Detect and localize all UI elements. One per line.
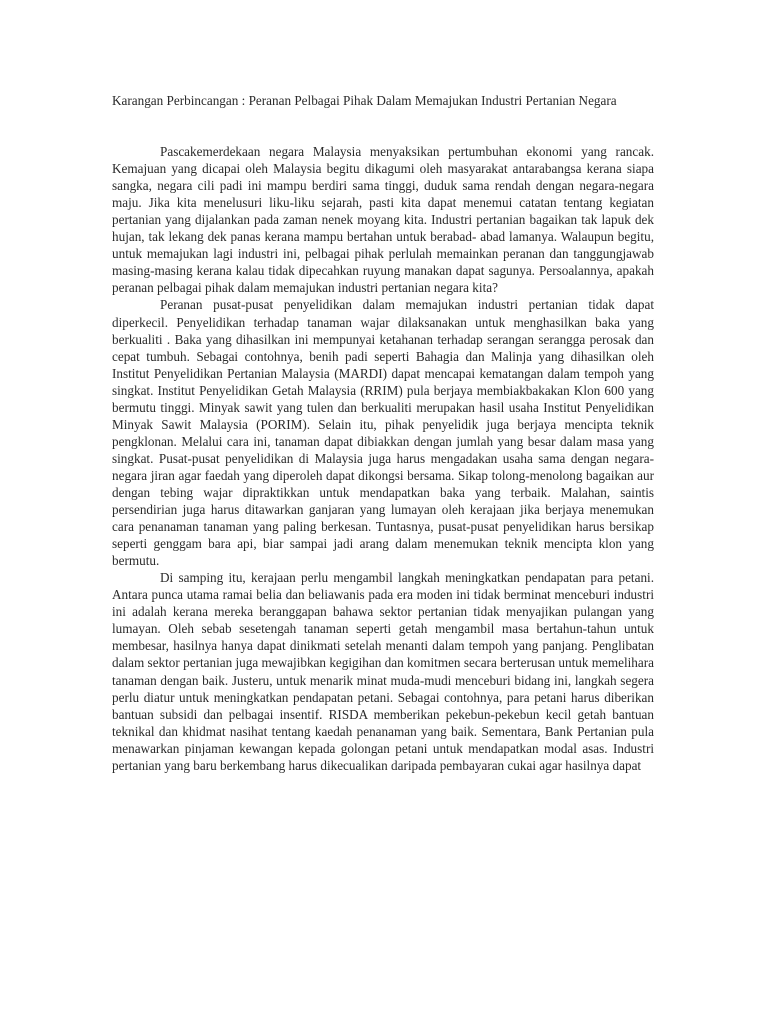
paragraph-introduction: Pascakemerdekaan negara Malaysia menyaksikan pertumbuhan ekonomi yang rancak. Kemajuan yang dicapai oleh Malaysia begitu dikagumi oleh masyarakat antarabangsa kerana siapa sangka, negara cili padi ini mampu berdiri sama tinggi, duduk sama rendah dengan negara-negara maju. Jika kita menelusuri liku-liku sejarah, pasti kita dapat menemui catatan tentang kegiatan pertanian yang dijalankan pada zaman nenek moyang kita. Industri pertanian bagaikan tak lapuk dek hujan, tak lekang dek panas kerana mampu bertahan untuk berabad- abad lamanya. Walaupun begitu, untuk memajukan lagi industri ini, pelbagai pihak perlulah memainkan peranan dan tanggungjawab masing-masing kerana kalau tidak dipecahkan ruyung manakan dapat sagunya. Persoalannya, apakah peranan pelbagai pihak dalam memajukan industri pertanian negara kita? [112, 144, 654, 296]
document-title: Karangan Perbincangan : Peranan Pelbagai Pihak Dalam Memajukan Industri Pertanian Negara [112, 93, 617, 108]
document-page [112, 92, 654, 774]
paragraph-government-income: Di samping itu, kerajaan perlu mengambil langkah meningkatkan pendapatan para petani. Antara punca utama ramai belia dan beliawanis pada era moden ini tidak berminat menceburi industri ini adalah kerana mereka beranggapan bahawa sektor pertanian tidak menyajikan pulangan yang lumayan. Oleh sebab sesetengah tanaman seperti getah mengambil masa bertahun-tahun untuk membesar, hasilnya hanya dapat dinikmati setelah menanti dalam tempoh yang panjang. Penglibatan dalam sektor pertanian juga mewajibkan kegigihan dan komitmen secara berterusan untuk memelihara tanaman dengan baik. Justeru, untuk menarik minat muda-mudi menceburi bidang ini, langkah segera perlu diatur untuk meningkatkan pendapatan petani. Sebagai contohnya, para petani harus diberikan bantuan subsidi dan pelbagai insentif. RISDA memberikan pekebun-pekebun kecil getah bantuan teknikal dan khidmat nasihat tentang kaedah penanaman yang baik. Sementara, Bank Pertanian pula menawarkan pinjaman kewangan kepada golongan petani untuk mendapatkan modal asas. Industri pertanian yang baru berkembang harus dikecualikan daripada pembayaran cukai agar hasilnya dapat [112, 570, 654, 773]
paragraph-research-centres: Peranan pusat-pusat penyelidikan dalam memajukan industri pertanian tidak dapat diperkecil. Penyelidikan terhadap tanaman wajar dilaksanakan untuk menghasilkan baka yang berkualiti . Baka yang dihasilkan ini mempunyai ketahanan terhadap serangan serangga perosak dan cepat tumbuh. Sebagai contohnya, benih padi seperti Bahagia dan Malinja yang dihasilkan oleh Institut Penyelidikan Pertanian Malaysia (MARDI) dapat mencapai kematangan dalam tempoh yang singkat. Institut Penyelidikan Getah Malaysia (RRIM) pula berjaya membiakbakakan Klon 600 yang bermutu tinggi. Minyak sawit yang tulen dan berkualiti merupakan hasil usaha Institut Penyelidikan Minyak Sawit Malaysia (PORIM). Selain itu, pihak penyelidik juga berjaya mencipta teknik pengklonan. Melalui cara ini, tanaman dapat dibiakkan dengan jumlah yang besar dalam masa yang singkat. Pusat-pusat penyelidikan di Malaysia juga harus mengadakan usaha sama dengan negara-negara jiran agar faedah yang diperoleh dapat dikongsi bersama. Sikap tolong-menolong bagaikan aur dengan tebing wajar dipraktikkan untuk mendapatkan baka yang terbaik. Malahan, saintis persendirian juga harus ditawarkan ganjaran yang lumayan oleh kerajaan jika berjaya menemukan cara penanaman tanaman yang paling berkesan. Tuntasnya, pusat-pusat penyelidikan harus bersikap seperti genggam bara api, biar sampai jadi arang dalam menemukan teknik mencipta klon yang bermutu. [112, 297, 654, 569]
title-spacer [112, 109, 654, 143]
